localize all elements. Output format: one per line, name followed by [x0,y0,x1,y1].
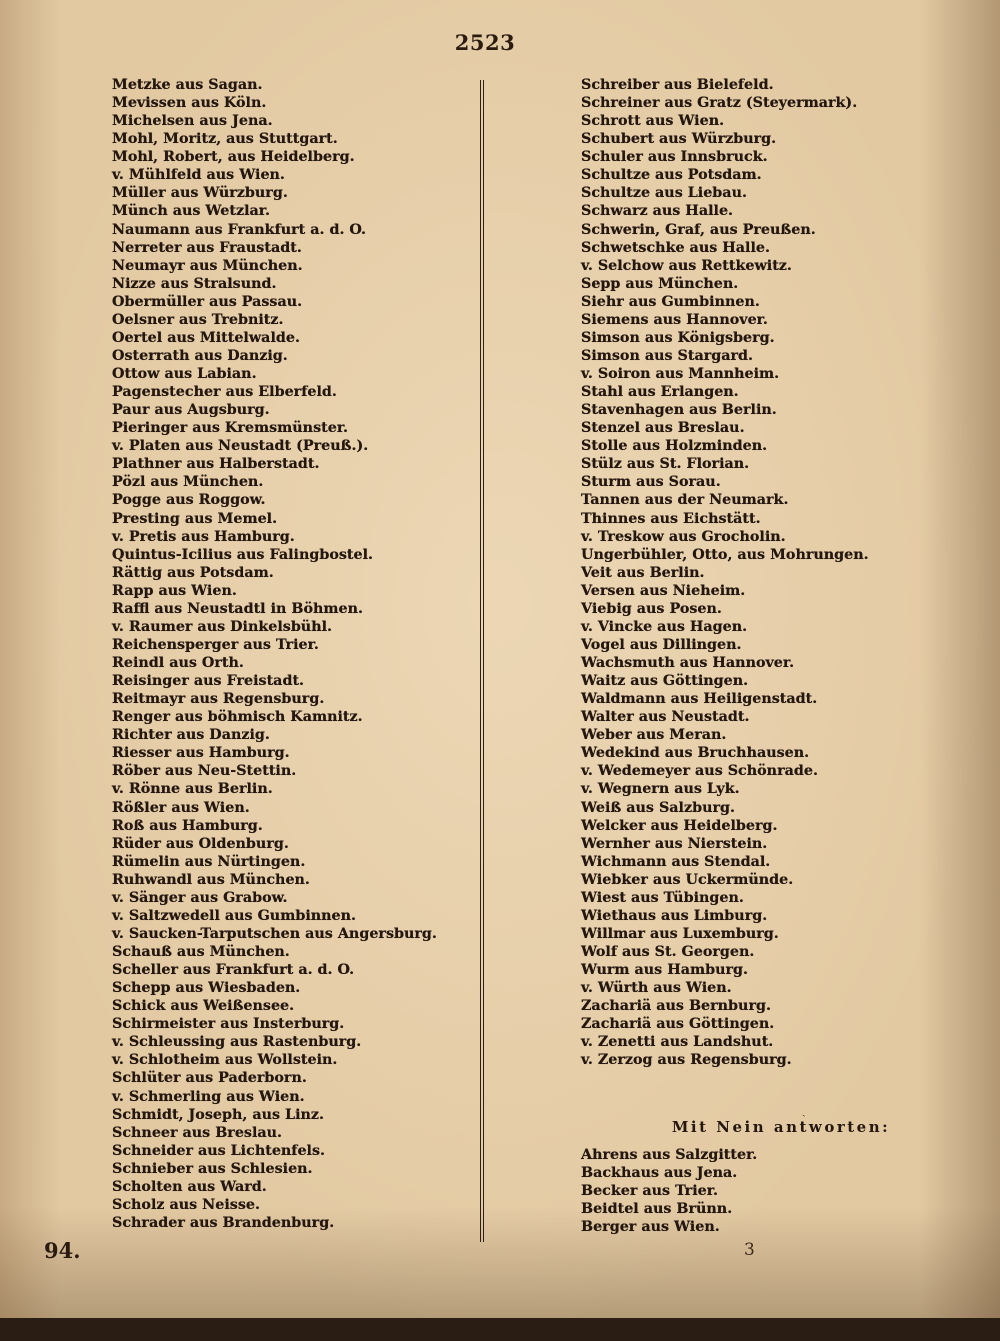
name-entry: Ruhwandl aus München. [112,871,310,888]
name-entry: Sepp aus München. [581,275,739,292]
left-name-column [112,76,472,1232]
name-entry: v. Platen aus Neustadt (Preuß.). [112,438,369,455]
name-entry: Ungerbühler, Otto, aus Mohrungen. [581,546,869,563]
name-entry: Walter aus Neustadt. [581,709,750,726]
name-entry: v. Pretis aus Hamburg. [112,528,295,545]
name-entry: Schepp aus Wiesbaden. [112,980,301,997]
name-entry: Röber aus Neu-Stettin. [112,763,297,780]
name-entry: v. Schlotheim aus Wollstein. [112,1052,338,1069]
name-entry: v. Würth aus Wien. [581,980,732,997]
name-entry: Reichensperger aus Trier. [112,636,319,653]
name-entry: Schmidt, Joseph, aus Linz. [112,1106,324,1123]
name-entry: Reitmayr aus Regensburg. [112,691,325,708]
name-entry: Mevissen aus Köln. [112,95,267,112]
name-entry: Siemens aus Hannover. [581,311,768,328]
name-entry: v. Rönne aus Berlin. [112,781,273,798]
name-entry: Schrader aus Brandenburg. [112,1214,335,1231]
sheet-number: 3 [744,1240,755,1260]
name-entry: Pieringer aus Kremsmünster. [112,420,349,437]
page-number: 2523 [454,30,516,55]
name-entry: Rößler aus Wien. [112,799,250,816]
name-entry: Metzke aus Sagan. [112,77,263,93]
name-entry: Schick aus Weißensee. [112,998,295,1015]
name-entry: Osterrath aus Danzig. [112,347,288,364]
name-entry: v. Wegnern aus Lyk. [581,781,740,798]
name-entry: Pagenstecher aus Elberfeld. [112,384,337,401]
name-entry: Wedekind aus Bruchhausen. [581,745,810,762]
name-entry: Waldmann aus Heiligenstadt. [581,691,818,708]
name-entry: Schubert aus Würzburg. [581,131,777,148]
name-entry: Schrott aus Wien. [581,113,725,130]
name-entry: v. Soiron aus Mannheim. [581,366,780,382]
name-entry: Tannen aus der Neumark. [581,492,789,509]
name-entry: Neumayr aus München. [112,257,303,274]
right-name-column [581,76,981,1069]
name-entry: Wolf aus St. Georgen. [581,944,755,960]
name-entry: v. Vincke aus Hagen. [581,618,748,635]
name-entry: Roß aus Hamburg. [112,817,263,834]
name-entry: Schlüter aus Paderborn. [112,1070,307,1087]
name-entry: Rüder aus Oldenburg. [112,835,289,852]
name-entry: Siehr aus Gumbinnen. [581,293,760,310]
name-entry: Wiest aus Tübingen. [581,889,744,906]
name-entry: Weber aus Meran. [581,727,727,744]
name-entry: Ottow aus Labian. [112,366,257,382]
name-entry: Pogge aus Roggow. [112,492,266,509]
name-entry: Nerreter aus Fraustadt. [112,239,302,256]
name-entry: Schirmeister aus Insterburg. [112,1016,345,1033]
name-entry: Welcker aus Heidelberg. [581,817,778,834]
name-entry: Wernher aus Nierstein. [581,835,768,852]
name-entry: v. Schmerling aus Wien. [112,1088,305,1105]
name-entry: Naumann aus Frankfurt a. d. O. [112,221,366,238]
name-entry: Becker aus Trier. [581,1183,718,1200]
name-entry: Schneer aus Breslau. [112,1124,283,1141]
name-entry: v. Zerzog aus Regensburg. [581,1052,792,1069]
name-entry: Oertel aus Mittelwalde. [112,329,300,346]
name-entry: v. Wedemeyer aus Schönrade. [581,763,818,780]
column-divider [480,80,484,1242]
name-entry: Waitz aus Göttingen. [581,673,749,690]
name-entry: v. Raumer aus Dinkelsbühl. [112,618,333,635]
page-edge-shadow [0,1318,1000,1341]
name-entry: Sturm aus Sorau. [581,474,721,491]
name-entry: Willmar aus Luxemburg. [581,925,779,942]
name-entry: Thinnes aus Eichstätt. [581,510,761,527]
name-entry: Rapp aus Wien. [112,582,237,599]
name-entry: Schuler aus Innsbruck. [581,149,768,166]
name-entry: Vogel aus Dillingen. [581,636,742,653]
ink-mark: ˎ [802,1104,806,1117]
name-entry: Stülz aus St. Florian. [581,456,750,473]
name-entry: v. Treskow aus Grocholin. [581,528,786,545]
name-entry: Rättig aus Potsdam. [112,564,274,581]
name-entry: v. Saltzwedell aus Gumbinnen. [112,907,357,924]
name-entry: Zachariä aus Bernburg. [581,998,771,1015]
name-entry: Schreiber aus Bielefeld. [581,77,774,93]
name-entry: Wachsmuth aus Hannover. [581,655,795,671]
name-entry: v. Schleussing aus Rastenburg. [112,1034,362,1051]
name-entry: v. Zenetti aus Landshut. [581,1034,774,1051]
nein-name-column [581,1146,981,1236]
name-entry: Scheller aus Frankfurt a. d. O. [112,962,355,979]
name-entry: Obermüller aus Passau. [112,293,303,310]
name-entry: Quintus-Icilius aus Falingbostel. [112,546,374,563]
name-entry: Schwetschke aus Halle. [581,239,770,256]
name-entry: Scholz aus Neisse. [112,1196,260,1213]
name-entry: Berger aus Wien. [581,1219,720,1236]
name-entry: Reisinger aus Freistadt. [112,673,305,690]
name-entry: Wiethaus aus Limburg. [581,907,768,924]
name-entry: Simson aus Königsberg. [581,329,775,346]
name-entry: Mohl, Robert, aus Heidelberg. [112,149,355,166]
name-entry: Renger aus böhmisch Kamnitz. [112,709,363,726]
name-entry: Nizze aus Stralsund. [112,275,277,292]
name-entry: Wichmann aus Stendal. [581,853,771,870]
name-entry: Michelsen aus Jena. [112,113,273,130]
name-entry: Weiß aus Salzburg. [581,799,735,816]
name-entry: Schnieber aus Schlesien. [112,1160,313,1177]
name-entry: v. Mühlfeld aus Wien. [112,167,285,184]
name-entry: Viebig aus Posen. [581,600,722,617]
name-entry: Oelsner aus Trebnitz. [112,311,284,328]
name-entry: Müller aus Würzburg. [112,185,288,202]
name-entry: Simson aus Stargard. [581,347,754,364]
name-entry: Ahrens aus Salzgitter. [581,1147,758,1163]
name-entry: Paur aus Augsburg. [112,402,270,419]
name-entry: Schwerin, Graf, aus Preußen. [581,221,816,238]
name-entry: Schultze aus Potsdam. [581,167,762,184]
name-entry: Stenzel aus Breslau. [581,420,745,437]
name-entry: Plathner aus Halberstadt. [112,456,320,473]
name-entry: Richter aus Danzig. [112,727,270,744]
name-entry: Wurm aus Hamburg. [581,962,748,979]
signature-mark: 94. [44,1238,81,1263]
name-entry: Raffl aus Neustadtl in Böhmen. [112,600,363,617]
name-entry: Stahl aus Erlangen. [581,384,739,401]
name-entry: Backhaus aus Jena. [581,1165,738,1182]
name-entry: Wiebker aus Uckermünde. [581,871,794,888]
name-entry: Riesser aus Hamburg. [112,745,290,762]
name-entry: Veit aus Berlin. [581,564,705,581]
name-entry: Stolle aus Holzminden. [581,438,768,455]
name-entry: Stavenhagen aus Berlin. [581,402,777,419]
name-entry: Versen aus Nieheim. [581,582,746,599]
name-entry: Presting aus Memel. [112,510,278,527]
name-entry: Zachariä aus Göttingen. [581,1016,775,1033]
name-entry: Pözl aus München. [112,474,264,491]
name-entry: Schreiner aus Gratz (Steyermark). [581,95,858,112]
name-entry: Schwarz aus Halle. [581,203,734,220]
name-entry: Beidtel aus Brünn. [581,1201,733,1218]
name-entry: Scholten aus Ward. [112,1178,267,1195]
name-entry: Rümelin aus Nürtingen. [112,853,306,870]
name-entry: v. Selchow aus Rettkewitz. [581,257,792,274]
name-entry: Reindl aus Orth. [112,655,244,671]
name-entry: v. Sänger aus Grabow. [112,889,288,906]
name-entry: v. Saucken-Tarputschen aus Angersburg. [112,925,437,942]
name-entry: Mohl, Moritz, aus Stuttgart. [112,131,338,148]
name-entry: Schauß aus München. [112,944,290,960]
name-entry: Schneider aus Lichtenfels. [112,1142,326,1159]
name-entry: Schultze aus Liebau. [581,185,747,202]
name-entry: Münch aus Wetzlar. [112,203,270,220]
section-heading-nein: Mit Nein antworten: [671,1118,891,1136]
